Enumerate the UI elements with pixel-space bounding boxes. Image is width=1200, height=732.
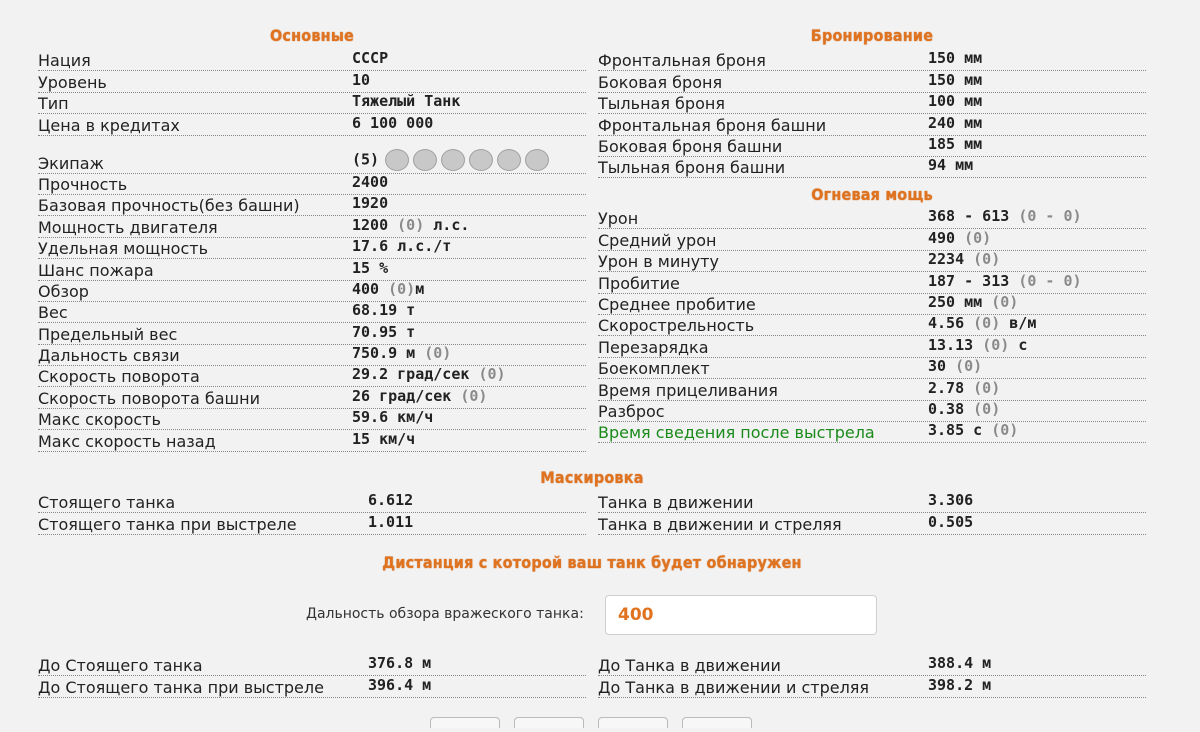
stat-value: [928, 293, 1018, 312]
stat-row: [598, 336, 1146, 357]
stat-label: Макс скорость: [38, 410, 161, 430]
stat-label: Пробитие: [598, 273, 680, 293]
armor-table: [598, 50, 1146, 178]
stat-label: Урон: [598, 209, 639, 229]
stat-label: Тип: [38, 94, 69, 114]
stat-row: [38, 50, 586, 71]
stat-value-main: 1920: [352, 194, 389, 213]
section-title-firepower: Огневая мощь: [811, 185, 933, 204]
bottom-tabs: [430, 713, 766, 732]
stat-value: [368, 491, 413, 510]
stat-value: [928, 314, 1036, 333]
stat-row: [598, 513, 1146, 534]
stat-value-main: 2.78: [928, 378, 965, 397]
stat-label: Фронтальная броня башни: [598, 115, 827, 135]
stat-value-main: 100 мм: [928, 92, 983, 111]
stat-row: [598, 492, 1146, 513]
stat-label: Перезарядка: [598, 337, 709, 357]
stat-value: [928, 357, 982, 376]
stat-value-main: 1200: [352, 215, 389, 234]
section-title-armor: Бронирование: [810, 26, 934, 45]
stat-value-main: 376.8 м: [368, 654, 432, 673]
section-title-basic: Основные: [269, 26, 355, 45]
stat-value-main: 2400: [352, 172, 389, 191]
stat-modifier: (0): [460, 386, 488, 405]
stat-value-main: 240 мм: [928, 113, 983, 132]
stat-label: Скорость поворота: [38, 367, 200, 387]
stat-row: [598, 422, 1146, 443]
stat-value: [928, 92, 982, 111]
stat-modifier: (0): [388, 279, 416, 298]
stat-value: [928, 250, 1000, 269]
stat-label: Дальность связи: [38, 346, 180, 366]
stat-value-main: 2234: [928, 250, 965, 269]
stat-row: [598, 114, 1146, 135]
camo-left-table: [38, 492, 586, 535]
stat-label: Обзор: [38, 281, 89, 301]
stat-value: [928, 135, 982, 154]
stat-value: [352, 92, 460, 111]
stat-value-main: 30: [928, 357, 947, 376]
stat-value-main: 185 мм: [928, 134, 983, 153]
radio-icon: [525, 149, 549, 171]
stat-value-main: 4.56: [928, 314, 965, 333]
stat-row: [38, 366, 586, 387]
stat-value-main: 26 град/сек: [352, 386, 452, 405]
driver-icon: [441, 149, 465, 171]
stat-label: Танка в движении: [598, 493, 754, 513]
stat-value-main: 398.2 м: [928, 675, 992, 694]
stat-value: [928, 513, 973, 532]
stat-label: Танка в движении и стреляя: [598, 514, 842, 534]
stat-row: [38, 302, 586, 323]
stat-value-main: 490: [928, 228, 956, 247]
stat-label: Цена в кредитах: [38, 115, 180, 135]
detect-left-table: [38, 655, 586, 698]
stat-value: [928, 400, 1000, 419]
stat-modifier: (0): [397, 215, 425, 234]
stat-label: Фронтальная броня: [598, 51, 766, 71]
enemy-view-range-label: Дальность обзора вражеского танка:: [306, 606, 584, 622]
stat-value: [352, 114, 433, 133]
stat-unit: в/м: [1009, 314, 1037, 333]
stat-label: Стоящего танка при выстреле: [38, 514, 297, 534]
stat-row: [38, 655, 586, 676]
stat-label: Мощность двигателя: [38, 217, 218, 237]
stat-row: [38, 345, 586, 366]
stat-label: Предельный вес: [38, 324, 178, 344]
stat-modifier: (0): [991, 421, 1019, 440]
stat-value: [928, 71, 982, 90]
stat-value-main: 388.4 м: [928, 654, 992, 673]
stat-label: Базовая прочность(без башни): [38, 196, 300, 216]
stat-value-main: 15 км/ч: [352, 429, 416, 448]
enemy-view-range-input[interactable]: 400: [605, 595, 877, 635]
stat-value-main: 29.2 град/сек: [352, 365, 470, 384]
stat-row: [38, 93, 586, 114]
stat-row: [598, 229, 1146, 250]
stat-row: [38, 281, 586, 302]
stat-modifier: (0): [973, 399, 1001, 418]
stat-value-main: 0.505: [928, 512, 974, 531]
stat-row: [598, 272, 1146, 293]
stat-value: [352, 194, 388, 213]
stat-modifier: (0): [973, 314, 1001, 333]
stat-label: Урон в минуту: [598, 252, 719, 272]
stat-value: [928, 379, 1000, 398]
commander-icon: [385, 149, 409, 171]
stat-value-main: 15 %: [352, 258, 389, 277]
stat-row: [598, 401, 1146, 422]
stat-row: [38, 238, 586, 259]
stat-label: Уровень: [38, 72, 107, 92]
loader-icon: [497, 149, 521, 171]
stat-label: Скорость поворота башни: [38, 388, 260, 408]
stat-row: [598, 136, 1146, 157]
stat-value-main: 10: [352, 70, 371, 89]
stat-label: Шанс пожара: [38, 260, 154, 280]
stat-value-main: 396.4 м: [368, 675, 432, 694]
stat-value-main: 3.306: [928, 491, 974, 510]
stat-value-main: Тяжелый Танк: [352, 92, 461, 111]
stat-label: Тыльная броня: [598, 94, 725, 114]
stat-value-main: 94 мм: [928, 156, 974, 175]
stat-value: [352, 173, 388, 192]
stat-label: Скорострельность: [598, 316, 755, 336]
stat-value: [352, 259, 388, 278]
stat-row: [598, 676, 1146, 697]
stat-value-main: 68.19 т: [352, 301, 416, 320]
stat-modifier: (0): [991, 292, 1019, 311]
stat-value: [352, 71, 370, 90]
stat-label: До Танка в движении: [598, 656, 781, 676]
stat-value: [352, 216, 469, 235]
stat-value-main: 150 мм: [928, 49, 983, 68]
stat-value: [928, 114, 982, 133]
stat-value: [352, 430, 415, 449]
stat-row: [598, 315, 1146, 336]
stat-row: [38, 676, 586, 697]
stat-modifier: (0): [424, 344, 452, 363]
stat-value: [928, 207, 1082, 226]
stat-row: [598, 50, 1146, 71]
stat-label: Удельная мощность: [38, 239, 209, 259]
stat-value-main: 1.011: [368, 512, 414, 531]
stat-modifier: (0 - 0): [1018, 271, 1082, 290]
basic-table: [38, 50, 586, 452]
stat-value-main: 13.13: [928, 335, 974, 354]
firepower-table: [598, 208, 1146, 443]
stat-row: [38, 195, 586, 216]
stat-row: [598, 294, 1146, 315]
stat-label: Тыльная броня башни: [598, 158, 786, 178]
stat-row: [38, 513, 586, 534]
stat-value: [352, 237, 451, 256]
stat-value-main: (5): [352, 150, 380, 169]
gunner-icon: [413, 149, 437, 171]
stat-value: [352, 408, 433, 427]
stat-value: [368, 654, 431, 673]
stat-value: [928, 676, 991, 695]
stat-label: Средний урон: [598, 230, 717, 250]
stat-value: [352, 301, 415, 320]
stat-modifier: (0): [973, 378, 1001, 397]
stat-row: [598, 93, 1146, 114]
stat-value: [352, 323, 415, 342]
stat-label: Среднее пробитие: [598, 294, 756, 314]
stat-value: [928, 156, 973, 175]
stat-modifier: (0): [955, 357, 983, 376]
stat-row: [598, 251, 1146, 272]
stat-value: [352, 387, 487, 406]
stat-value: [352, 344, 451, 363]
stat-label: Экипаж: [38, 153, 104, 173]
stat-value-main: 187 - 313: [928, 271, 1010, 290]
stat-label: Прочность: [38, 174, 128, 194]
stat-row: [38, 71, 586, 92]
stat-value-main: 368 - 613: [928, 207, 1010, 226]
stat-value: [352, 149, 551, 171]
stat-value-main: 400: [352, 279, 380, 298]
stat-modifier: (0 - 0): [1018, 207, 1082, 226]
stat-row: [38, 216, 586, 237]
stat-unit: с: [1018, 335, 1028, 354]
stat-modifier: (0): [982, 335, 1010, 354]
stat-value-main: 6 100 000: [352, 113, 434, 132]
stat-label: Вес: [38, 303, 68, 323]
stat-value-main: 59.6 км/ч: [352, 408, 434, 427]
stat-row: [38, 409, 586, 430]
stat-value: [928, 49, 982, 68]
stat-row: [38, 136, 586, 174]
stat-label: До Танка в движении и стреляя: [598, 677, 870, 697]
camo-right-table: [598, 492, 1146, 535]
stat-row: [598, 71, 1146, 92]
section-title-detection: Дистанция с которой ваш танк будет обнаружен: [382, 553, 802, 572]
stat-modifier: (0): [478, 365, 506, 384]
stat-value-main: СССР: [352, 49, 389, 68]
stat-value: [928, 491, 973, 510]
stat-value-main: 70.95 т: [352, 322, 416, 341]
stat-modifier: (0): [964, 228, 992, 247]
stat-row: [38, 114, 586, 135]
stat-value-main: 750.9 м: [352, 344, 416, 363]
stat-row: [598, 157, 1146, 178]
stat-row: [598, 208, 1146, 229]
stat-label: До Стоящего танка при выстреле: [38, 677, 324, 697]
stat-row: [38, 259, 586, 280]
stat-unit: м: [415, 279, 425, 298]
stat-value: [368, 676, 431, 695]
stat-row: [598, 379, 1146, 400]
stat-label: Разброс: [598, 401, 665, 421]
stat-label: Боковая броня: [598, 72, 723, 92]
stat-row: [598, 655, 1146, 676]
stat-row: [598, 358, 1146, 379]
stat-value: [928, 336, 1027, 355]
stat-label: Макс скорость назад: [38, 431, 216, 451]
stat-row: [38, 492, 586, 513]
stat-label: Стоящего танка: [38, 493, 176, 513]
stat-row: [38, 174, 586, 195]
stat-value: [352, 365, 506, 384]
stat-row: [38, 430, 586, 451]
stat-value-main: 3.85 с: [928, 421, 983, 440]
stat-label: Время прицеливания: [598, 380, 778, 400]
stat-label: До Стоящего танка: [38, 656, 203, 676]
stat-value-main: 250 мм: [928, 292, 983, 311]
stat-label: Время сведения после выстрела: [598, 423, 875, 443]
stat-value-main: 0.38: [928, 399, 965, 418]
stat-value-main: 150 мм: [928, 70, 983, 89]
stat-value: [928, 229, 991, 248]
stat-label: Нация: [38, 51, 91, 71]
stat-value: [928, 421, 1018, 440]
stat-value-main: 6.612: [368, 491, 414, 510]
stat-value: [368, 513, 413, 532]
stat-modifier: (0): [973, 250, 1001, 269]
stat-unit: л.с.: [433, 215, 470, 234]
stat-value: [352, 49, 388, 68]
section-title-camo: Маскировка: [540, 468, 644, 487]
stat-value: [928, 272, 1082, 291]
stat-value: [352, 280, 424, 299]
stat-row: [38, 323, 586, 344]
detect-right-table: [598, 655, 1146, 698]
stat-value: [928, 654, 991, 673]
stat-row: [38, 387, 586, 408]
stat-label: Боекомплект: [598, 359, 710, 379]
loader-icon: [469, 149, 493, 171]
stat-label: Боковая броня башни: [598, 136, 783, 156]
stat-value-main: 17.6 л.с./т: [352, 237, 452, 256]
